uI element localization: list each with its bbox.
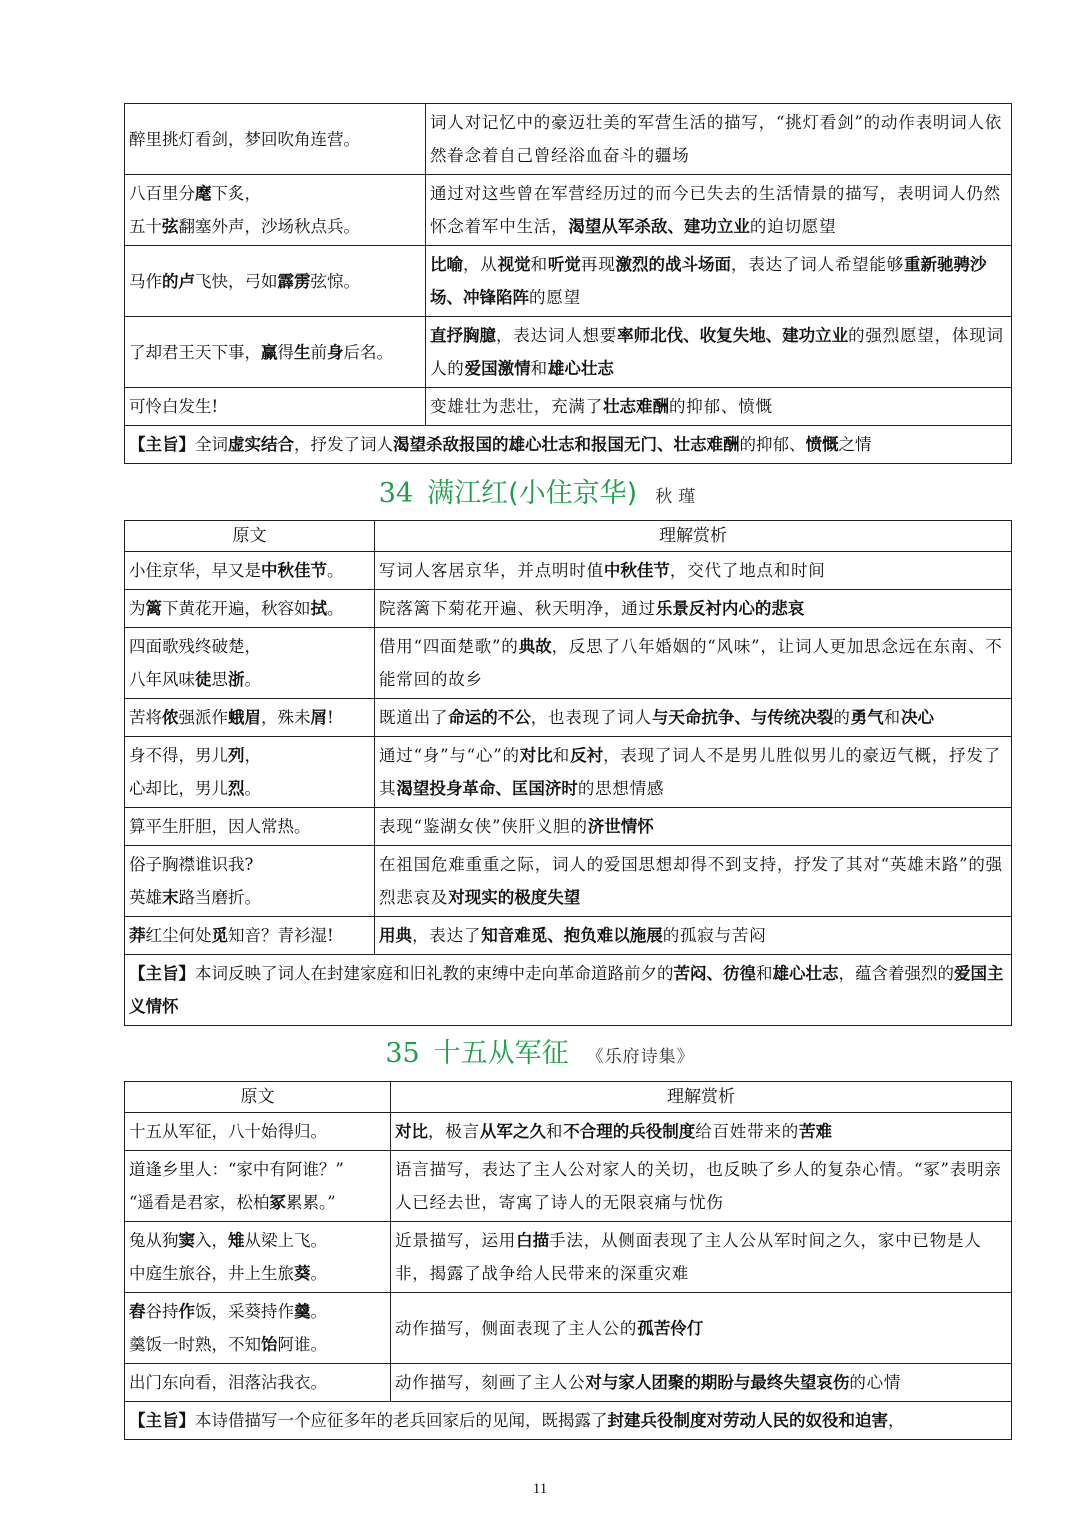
emphasis-text: 徒 [195, 670, 212, 689]
analysis-text: 近景描写，运用 [395, 1231, 517, 1250]
analysis-cell [391, 1151, 1012, 1222]
table-row [125, 628, 1012, 699]
emphasis-text: 虚实结合 [228, 435, 294, 454]
original-text: 。 [327, 561, 344, 580]
analysis-text: ，极言 [428, 1122, 480, 1141]
analysis-text: 和 [530, 359, 548, 378]
original-text-cell [125, 104, 426, 175]
section-heading-35 [0, 1034, 1080, 1077]
original-text-cell [125, 1113, 391, 1151]
emphasis-text: 雉 [228, 1231, 245, 1250]
column-header-analysis: 理解赏析 [391, 1082, 1012, 1113]
analysis-text: ，交代了地点和时间 [669, 561, 826, 580]
summary-cell [125, 426, 1012, 464]
original-text-cell [125, 552, 375, 590]
original-text: ， [244, 746, 261, 765]
table-row [125, 104, 1012, 175]
original-text: 前 [310, 342, 327, 362]
original-text: 道逢乡里人：“家中有阿谁？” [129, 1160, 344, 1179]
original-text: 知音？青衫湿! [228, 926, 334, 945]
emphasis-text: 愤慨 [805, 435, 839, 454]
emphasis-text: 中秋佳节 [603, 561, 670, 580]
emphasis-text: 对比 [395, 1122, 428, 1141]
emphasis-text: 对与家人团聚的期盼与最终失望哀伤 [585, 1373, 850, 1392]
original-text: 得 [277, 342, 294, 362]
emphasis-text: 雄心壮志 [772, 964, 839, 983]
summary-tag: 【主旨】 [129, 1411, 195, 1430]
table-row [125, 699, 1012, 737]
summary-row [125, 1402, 1012, 1440]
emphasis-text: 末 [162, 888, 179, 907]
poem-table-33 [124, 103, 1012, 464]
table-row [125, 1151, 1012, 1222]
emphasis-text: 视觉 [497, 255, 531, 274]
analysis-cell [375, 846, 1012, 917]
analysis-cell [375, 737, 1012, 808]
section-heading-34 [0, 474, 1080, 517]
emphasis-text: 葵 [294, 1264, 311, 1283]
table-row [125, 1113, 1012, 1151]
original-text-cell [125, 917, 375, 955]
original-text: 苦将 [129, 708, 162, 727]
summary-text: ， [888, 1411, 905, 1430]
original-text: 。 [327, 599, 344, 618]
analysis-text: ，表达了词人希望能够 [731, 255, 905, 274]
table-row [125, 808, 1012, 846]
original-text: 红尘何处 [145, 926, 212, 945]
analysis-cell [391, 1364, 1012, 1402]
table-body-33 [125, 104, 1012, 464]
analysis-text: 借用“四面楚歌”的 [379, 637, 519, 656]
analysis-text: 表现“鉴湖女侠”侠肝义胆的 [379, 817, 588, 836]
summary-text: ，抒发了词人 [294, 435, 393, 454]
emphasis-text: 舂 [129, 1302, 146, 1321]
analysis-text: ，也表现了词人 [530, 708, 652, 727]
original-text-cell [125, 1364, 391, 1402]
analysis-cell [375, 699, 1012, 737]
original-text-cell [125, 175, 426, 246]
emphasis-text: 渴望杀敌报国的雄心壮志和报国无门、壮志难酬 [393, 435, 740, 454]
original-text-cell [125, 737, 375, 808]
column-header-original: 原文 [125, 1082, 391, 1113]
emphasis-text: 雄心壮志 [547, 359, 614, 378]
analysis-cell [426, 104, 1012, 175]
emphasis-text: 中秋佳节 [261, 561, 327, 580]
column-header-original: 原文 [125, 521, 375, 552]
original-text: 累累。” [285, 1193, 336, 1212]
emphasis-text: 决心 [900, 708, 934, 727]
section-number: 35 [385, 1038, 420, 1069]
original-text: 从梁上飞。 [244, 1231, 327, 1250]
analysis-text: 院落篱下菊花开遍、秋天明净，通过 [379, 599, 656, 618]
summary-text: 全词 [195, 435, 228, 454]
emphasis-text: 壮志难酬 [603, 397, 669, 416]
analysis-text: 通过“身”与“心”的 [379, 746, 520, 765]
table-row [125, 737, 1012, 808]
original-text: 弦惊。 [310, 271, 360, 291]
emphasis-text: 直抒胸臆 [430, 326, 496, 345]
emphasis-text: 重新驰骋沙场、冲锋陷阵 [430, 255, 987, 307]
original-text: 谷持 [145, 1302, 179, 1321]
original-text: 下炙， [211, 184, 261, 203]
original-text: 饭，采葵持作 [195, 1302, 294, 1321]
summary-text: 本词反映了词人在封建家庭和旧礼教的束缚中走向革命道路前夕的 [195, 964, 674, 983]
emphasis-text: 反衬 [570, 746, 604, 765]
analysis-text: 的 [833, 708, 851, 727]
emphasis-text: 孤苦伶仃 [637, 1318, 704, 1338]
original-text: ，殊未 [261, 708, 311, 727]
summary-tag: 【主旨】 [129, 964, 195, 983]
original-text: 马作 [129, 271, 162, 291]
original-text: 身不得，男儿 [129, 746, 228, 765]
table-header-row [125, 521, 1012, 552]
table-row [125, 917, 1012, 955]
emphasis-text: 赢 [261, 342, 278, 362]
table-body-34 [125, 552, 1012, 1026]
original-text: 阿谁。 [277, 1335, 327, 1354]
emphasis-text: 身 [327, 342, 344, 362]
analysis-text: ，表达词人想要 [496, 326, 618, 345]
original-text: 后名。 [343, 342, 393, 362]
analysis-text: 语言描写，表达了主人公对家人的关切，也反映了乡人的复杂心情。“冢”表明亲人已经去世，寄寓了诗人的无限哀痛与忧伤 [395, 1160, 1002, 1212]
analysis-text: ，表现了词人不是男儿胜似男儿的豪迈气概，抒发了其 [379, 746, 1001, 798]
emphasis-text: 渴望从军杀敌、建功立业 [568, 217, 750, 236]
original-text: 十五从军征，八十始得归。 [129, 1122, 327, 1141]
emphasis-text: 激烈的战斗场面 [615, 255, 732, 274]
original-text: 入， [195, 1231, 228, 1250]
analysis-cell [375, 590, 1012, 628]
table-header-row [125, 1082, 1012, 1113]
analysis-text: 的思想情感 [577, 779, 665, 798]
table-body-35 [125, 1113, 1012, 1440]
original-text-cell [125, 699, 375, 737]
analysis-text: 和 [530, 255, 548, 274]
analysis-text: 的孤寂与苦闷 [662, 926, 767, 945]
section-author: 秋瑾 [655, 487, 702, 507]
summary-cell [125, 955, 1012, 1026]
emphasis-text: 苦难 [799, 1122, 833, 1141]
column-header-analysis: 理解赏析 [375, 521, 1012, 552]
section-number: 34 [378, 478, 414, 509]
original-text: 羹饭一时熟，不知 [129, 1335, 261, 1354]
emphasis-text: 觅 [211, 926, 228, 945]
emphasis-text: 典故 [518, 637, 552, 656]
original-text-cell [125, 1151, 391, 1222]
analysis-text: 手法，从侧面表现了主人公从军时间之久，家中已物是人非，揭露了战争给人民带来的深重灾难 [395, 1231, 982, 1283]
section-title: 十五从军征 [433, 1038, 569, 1069]
analysis-cell [375, 808, 1012, 846]
original-text: 心却比，男儿 [129, 779, 228, 798]
analysis-text: 通过对这些曾在军营经历过的而今已失去的生活情景的描写，表明词人仍然怀念着军中生活， [430, 184, 1001, 236]
original-text: 四面歌残终破楚， [129, 637, 261, 656]
emphasis-text: 勇气 [850, 708, 884, 727]
emphasis-text: 羹 [294, 1302, 311, 1321]
analysis-text: 和 [883, 708, 901, 727]
analysis-text: ，反思了八年婚姻的“风味”，让词人更加思念远在东南、不能常回的故乡 [379, 637, 1003, 689]
original-text-cell [125, 808, 375, 846]
emphasis-text: 冢 [269, 1193, 286, 1212]
emphasis-text: 烈 [228, 779, 245, 798]
analysis-text: 在祖国危难重重之际，词人的爱国思想却得不到支持，抒发了其对“英雄末路”的强烈悲哀及 [379, 855, 1003, 907]
emphasis-text: 弦 [162, 217, 179, 236]
original-text-cell [125, 1222, 391, 1293]
table-row [125, 590, 1012, 628]
table-row [125, 175, 1012, 246]
original-text: 飞快，弓如 [195, 271, 278, 291]
original-text: 下黄花开遍，秋容如 [162, 599, 311, 618]
emphasis-text: 麾 [195, 184, 212, 203]
poem-table-35 [124, 1081, 1012, 1440]
analysis-cell [391, 1222, 1012, 1293]
original-text: 英雄 [129, 888, 162, 907]
table-row [125, 317, 1012, 388]
summary-text: ，蕴含着强烈的 [838, 964, 954, 983]
poem-table-34 [124, 520, 1012, 1026]
original-text: 了却君王天下事， [129, 342, 261, 362]
original-text: 可怜白发生! [129, 397, 219, 416]
original-text-cell [125, 628, 375, 699]
emphasis-text: 窦 [178, 1231, 195, 1250]
analysis-cell [426, 317, 1012, 388]
analysis-text: 动作描写，侧面表现了主人公的 [395, 1318, 638, 1338]
analysis-cell [426, 388, 1012, 426]
original-text: 。 [310, 1302, 327, 1321]
original-text: 路当磨折。 [178, 888, 261, 907]
emphasis-text: 对现实的极度失望 [448, 888, 581, 907]
analysis-text: 的抑郁、愤慨 [669, 397, 773, 416]
summary-text: 和 [756, 964, 773, 983]
analysis-text: 的迫切愿望 [749, 217, 837, 236]
analysis-text: ，从 [463, 255, 498, 274]
original-text-cell [125, 388, 426, 426]
emphasis-text: 篱 [145, 599, 162, 618]
emphasis-text: 的卢 [162, 271, 195, 291]
emphasis-text: 听觉 [547, 255, 581, 274]
original-text: 小住京华，早又是 [129, 561, 261, 580]
emphasis-text: 从军之久 [479, 1122, 546, 1141]
emphasis-text: 对比 [519, 746, 553, 765]
analysis-cell [391, 1293, 1012, 1364]
summary-row [125, 426, 1012, 464]
original-text-cell [125, 590, 375, 628]
emphasis-text: 爱国主义情怀 [129, 964, 1004, 1016]
table-row [125, 1364, 1012, 1402]
table-row [125, 846, 1012, 917]
original-text-cell [125, 317, 426, 388]
emphasis-text: 屑 [310, 708, 327, 727]
emphasis-text: 生 [294, 342, 311, 362]
emphasis-text: 爱国激情 [464, 359, 531, 378]
emphasis-text: 侬 [162, 708, 179, 727]
emphasis-text: 济世情怀 [587, 817, 654, 836]
emphasis-text: 拭 [310, 599, 327, 618]
analysis-text: 的愿望 [529, 288, 581, 307]
emphasis-text: 白描 [516, 1231, 550, 1250]
original-text: 。 [310, 1264, 327, 1283]
emphasis-text: 霹雳 [277, 271, 311, 291]
emphasis-text: 命运的不公 [448, 708, 531, 727]
emphasis-text: 苦闷、彷徨 [673, 964, 756, 983]
emphasis-text: 比喻 [430, 255, 463, 274]
analysis-text: 的心情 [849, 1373, 902, 1392]
original-text: 翻塞外声，沙场秋点兵。 [178, 217, 360, 236]
summary-text: 之情 [838, 435, 872, 454]
original-text: 五十 [129, 217, 162, 236]
original-text: 出门东向看，泪落沾我衣。 [129, 1373, 327, 1392]
table-row [125, 552, 1012, 590]
section-title: 满江红(小住京华) [427, 478, 638, 509]
emphasis-text: 不合理的兵役制度 [563, 1122, 696, 1141]
original-text: 思 [211, 670, 228, 689]
emphasis-text: 乐景反衬内心的悲哀 [655, 599, 805, 618]
emphasis-text: 与天命抗争、与传统决裂 [651, 708, 834, 727]
emphasis-text: 作 [178, 1302, 195, 1321]
original-text: 。 [244, 779, 261, 798]
summary-tag: 【主旨】 [129, 435, 195, 454]
original-text: 八百里分 [129, 184, 195, 203]
summary-text: 本诗借描写一个应征多年的老兵回家后的见闻，既揭露了 [195, 1411, 608, 1430]
emphasis-text: 列 [228, 746, 245, 765]
emphasis-text: 封建兵役制度对劳动人民的奴役和迫害 [607, 1411, 888, 1430]
emphasis-text: 知音难觅、抱负难以施展 [481, 926, 663, 945]
original-text-cell [125, 1293, 391, 1364]
analysis-cell [375, 917, 1012, 955]
original-text: 。 [244, 670, 261, 689]
analysis-text: 和 [552, 746, 571, 765]
original-text: 算平生肝胆，因人常热。 [129, 817, 311, 836]
analysis-text: ，表达了 [412, 926, 482, 945]
analysis-text: 词人对记忆中的豪迈壮美的军营生活的描写，“挑灯看剑”的动作表明词人依然眷念着自己曾经浴血奋斗的疆场 [430, 113, 1003, 165]
analysis-text: 既道出了 [379, 708, 449, 727]
original-text-cell [125, 846, 375, 917]
original-text: 醉里挑灯看剑，梦回吹角连营。 [129, 129, 360, 149]
table-row [125, 1222, 1012, 1293]
original-text: ! [327, 708, 334, 727]
table-row [125, 246, 1012, 317]
original-text: 中庭生旅谷，井上生旅 [129, 1264, 294, 1283]
analysis-cell [391, 1113, 1012, 1151]
summary-text: 的抑郁、 [739, 435, 806, 454]
analysis-text: 给百姓带来的 [695, 1122, 800, 1141]
original-text-cell [125, 246, 426, 317]
analysis-text: 和 [545, 1122, 564, 1141]
emphasis-text: 莽 [129, 926, 146, 945]
table-row [125, 388, 1012, 426]
original-text: 兔从狗 [129, 1231, 179, 1250]
summary-row [125, 955, 1012, 1026]
summary-cell [125, 1402, 1012, 1440]
emphasis-text: 渴望投身革命、匡国济时 [396, 779, 578, 798]
emphasis-text: 率师北伐、收复失地、建功立业 [617, 326, 849, 345]
emphasis-text: 用典 [379, 926, 412, 945]
original-text: “遥看是君家，松柏 [129, 1193, 270, 1212]
analysis-text: 再现 [580, 255, 616, 274]
table-row [125, 1293, 1012, 1364]
analysis-cell [426, 175, 1012, 246]
original-text: 为 [129, 599, 146, 618]
analysis-cell [375, 552, 1012, 590]
analysis-text: 的强烈愿望，体现词人的 [430, 326, 1004, 378]
analysis-cell [426, 246, 1012, 317]
analysis-cell [375, 628, 1012, 699]
emphasis-text: 饴 [261, 1335, 278, 1354]
emphasis-text: 蛾眉 [228, 708, 261, 727]
analysis-text: 动作描写，刻画了主人公 [395, 1373, 586, 1392]
section-author: 《乐府诗集》 [586, 1047, 695, 1067]
original-text: 强派作 [178, 708, 228, 727]
emphasis-text: 浙 [228, 670, 245, 689]
analysis-text: 写词人客居京华，并点明时值 [379, 561, 604, 580]
analysis-text: 变雄壮为悲壮，充满了 [430, 397, 603, 416]
original-text: 俗子胸襟谁识我? [129, 855, 254, 874]
original-text: 八年风味 [129, 670, 195, 689]
page-number: 11 [532, 1481, 548, 1497]
